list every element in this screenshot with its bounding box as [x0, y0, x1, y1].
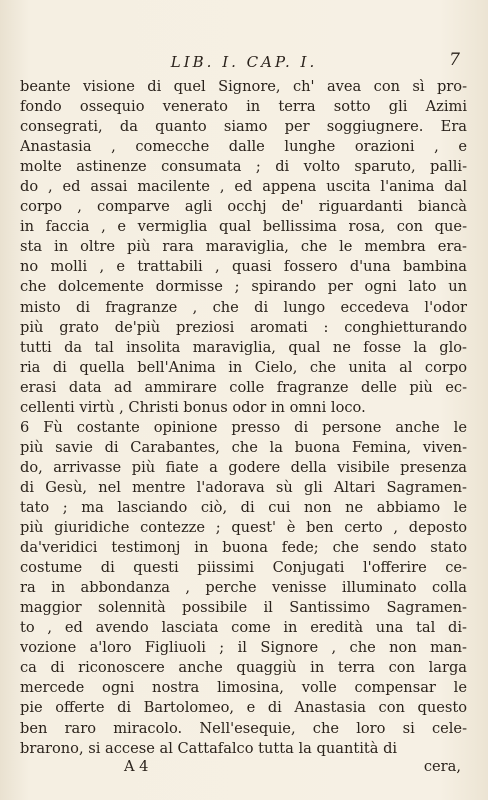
text-line: beante visione di quel Signore, ch' avea con sì pro- — [20, 78, 467, 95]
text-line: in faccia , e vermiglia qual bellissima rosa, con que- — [20, 218, 467, 236]
text-line: misto di fragranze , che di lungo eccedeva l'odor — [20, 298, 467, 316]
text-line: tutti da tal insolita maraviglia, qual ne fosse la glo- — [20, 338, 467, 356]
text-line: corpo , comparve agli occhj de' riguardanti biancà — [20, 198, 467, 216]
text-line: più savie di Carabantes, che la buona Femina, viven- — [20, 438, 467, 456]
text-line: consegrati, da quanto siamo per soggiugnere. Era — [20, 118, 467, 136]
catchword: cera, — [423, 758, 461, 775]
text-line: no molli , e trattabili , quasi fossero d'una bambina — [20, 258, 467, 276]
text-line: mercede ogni nostra limosina, volle compensar le — [20, 679, 467, 697]
text-line: 6 Fù costante opinione presso di persone anche le — [20, 418, 467, 436]
text-line: più grato de'più preziosi aromati : conghietturando — [20, 318, 467, 336]
text-line: ben raro miracolo. Nell'esequie, che loro si cele- — [20, 719, 467, 737]
text-line: cellenti virtù , Christi bonus odor in omni loco. — [20, 398, 366, 416]
text-line: fondo ossequio venerato in terra sotto gli Azimi — [20, 98, 467, 116]
text-line: vozione a'loro Figliuoli ; il Signore , che non man- — [20, 639, 467, 657]
text-line: do , ed assai macilente , ed appena uscita l'anima dal — [20, 178, 467, 196]
text-line: tato ; ma lasciando ciò, di cui non ne abbiamo le — [20, 498, 467, 516]
text-line: molte astinenze consumata ; di volto sparuto, palli- — [20, 158, 467, 176]
page-footer — [20, 758, 467, 778]
running-head: LIB. I. CAP. I. — [170, 53, 318, 71]
page-number: 7 — [449, 50, 460, 70]
text-line: che dolcemente dormisse ; spirando per ogni lato un — [20, 278, 467, 296]
text-line: ca di riconoscere anche quaggiù in terra con larga — [20, 659, 467, 677]
text-line: pie offerte di Bartolomeo, e di Anastasia con questo — [20, 699, 467, 717]
text-line: ra in abbondanza , perche venisse illuminato colla — [20, 579, 467, 597]
text-line: sta in oltre più rara maraviglia, che le membra era- — [20, 238, 467, 256]
text-line: costume di questi piissimi Conjugati l'offerire ce- — [20, 559, 467, 577]
text-line: maggior solennità possibile il Santissimo Sagramen- — [20, 599, 467, 617]
page-header — [22, 50, 466, 74]
text-line: da'veridici testimonj in buona fede; che sendo stato — [20, 539, 467, 557]
text-line: Anastasia , comecche dalle lunghe orazioni , e — [20, 138, 467, 156]
text-line: to , ed avendo lasciata come in eredità una tal di- — [20, 619, 467, 637]
text-line: più giuridiche contezze ; quest' è ben certo , deposto — [20, 519, 467, 537]
text-line: brarono, si accese al Cattafalco tutta la quantità di — [20, 739, 398, 757]
text-line: di Gesù, nel mentre l'adorava sù gli Altari Sagramen- — [20, 478, 467, 496]
text-line: erasi data ad ammirare colle fragranze delle più ec- — [20, 378, 467, 396]
text-line: do, arrivasse più fiate a godere della visibile presenza — [20, 458, 467, 476]
page-body — [20, 77, 467, 759]
signature-mark: A 4 — [124, 758, 149, 775]
text-line: ria di quella bell'Anima in Cielo, che unita al corpo — [20, 358, 467, 376]
